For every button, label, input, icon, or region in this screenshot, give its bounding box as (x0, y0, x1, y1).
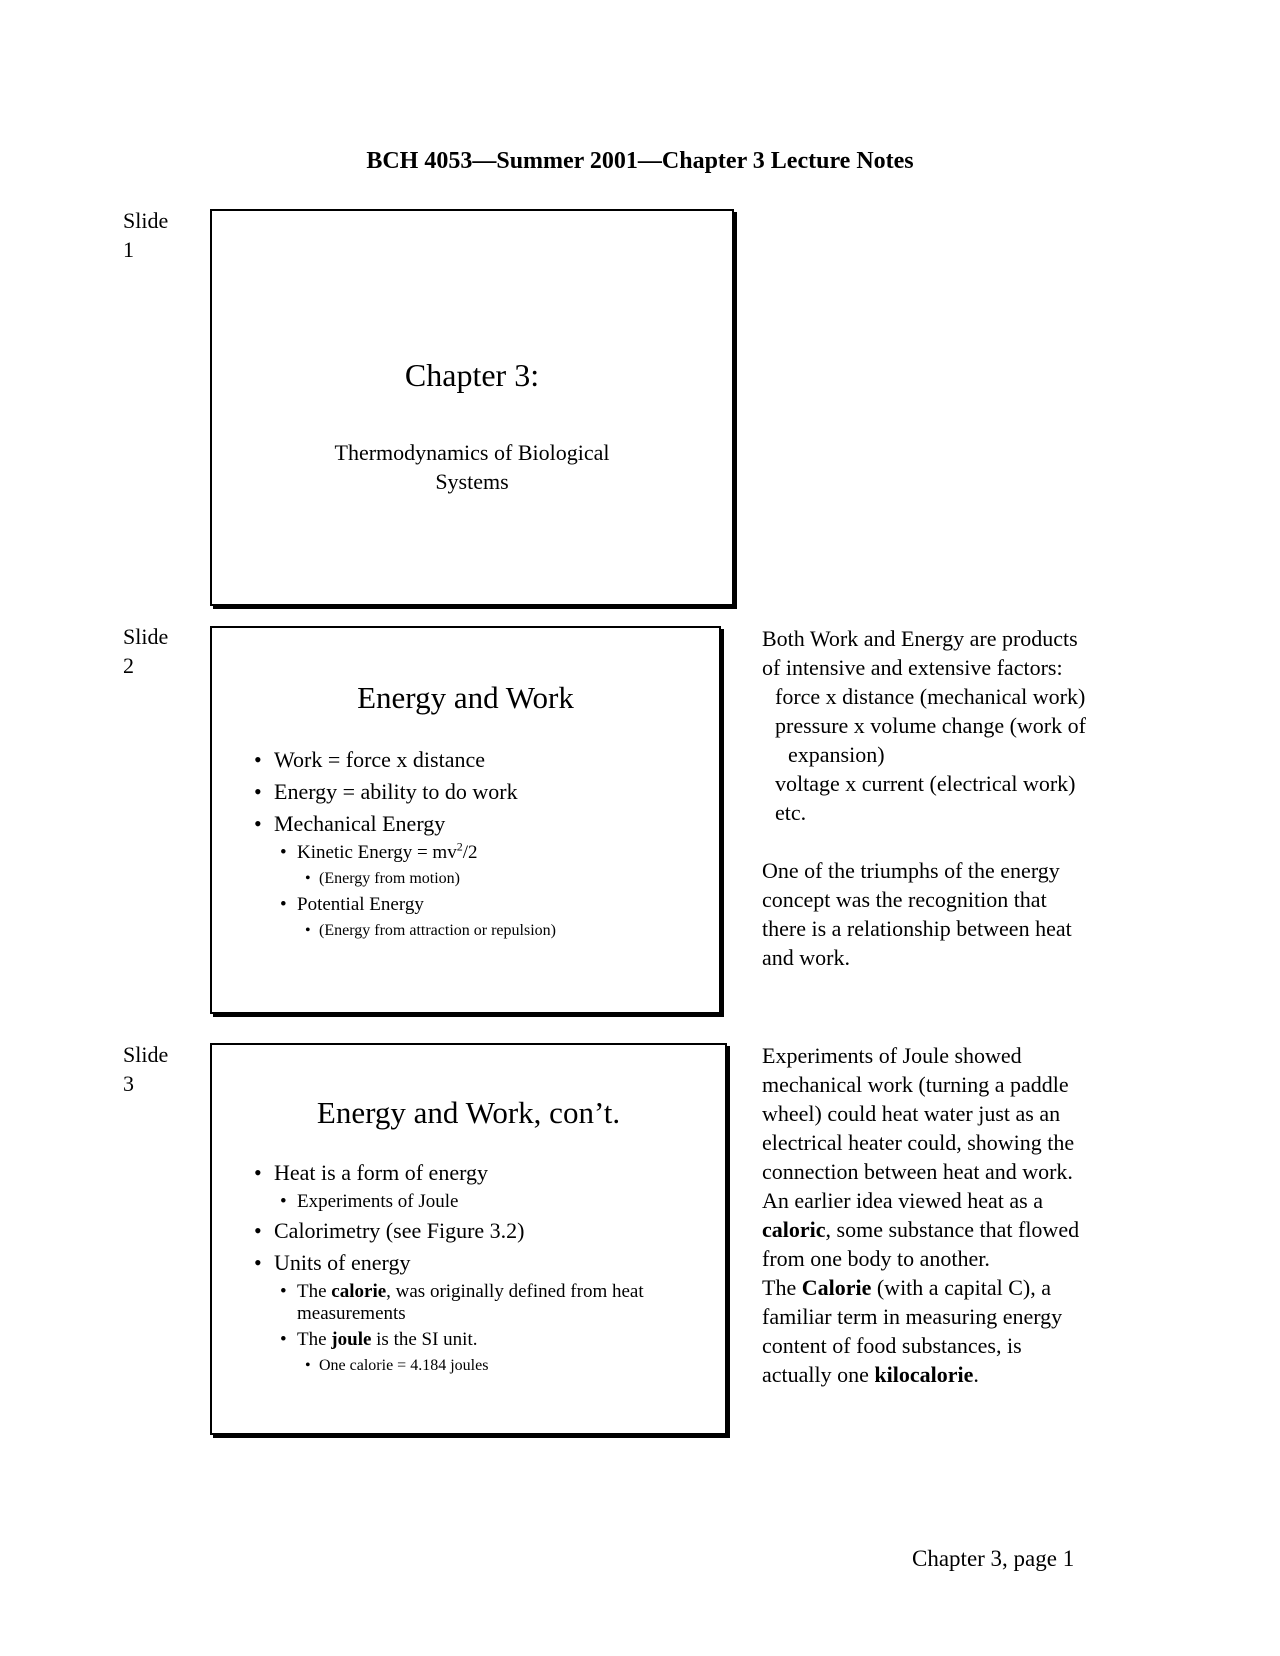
note-line: voltage x current (electrical work) (775, 771, 1076, 796)
note-line: concept was the recognition that (762, 887, 1047, 912)
text: , some substance that flowed (825, 1217, 1080, 1242)
bold-term: calorie (331, 1281, 387, 1302)
sub-bullet: • Potential Energy (212, 892, 719, 918)
text: , was originally defined from heat (386, 1281, 644, 1302)
sub-bullet (212, 1327, 725, 1353)
bullet: • Units of energy (212, 1247, 725, 1279)
bullet: • Mechanical Energy (212, 808, 719, 840)
slide-label-number: 3 (123, 1071, 134, 1096)
slide-1-subtitle (212, 438, 732, 496)
kinetic-energy-text: Kinetic Energy = mv (297, 842, 457, 863)
bold-term: kilocalorie (874, 1362, 974, 1387)
note-line: of intensive and extensive factors: (762, 655, 1063, 680)
slide-1-subtitle-line: Thermodynamics of Biological (334, 440, 610, 465)
slide-2-thumbnail (210, 626, 721, 1014)
sub-sub-bullet: • One calorie = 4.184 joules (212, 1353, 725, 1379)
text: measurements (297, 1303, 406, 1324)
slide-1-title: Chapter 3: (404, 357, 540, 393)
sub-sub-bullet: • (Energy from attraction or repulsion) (212, 918, 719, 944)
note-line: Experiments of Joule showed (762, 1043, 1022, 1068)
note-line: connection between heat and work. (762, 1159, 1073, 1184)
note-line: electrical heater could, showing the (762, 1130, 1075, 1155)
slide-label-number: 2 (123, 653, 134, 678)
note-line: pressure x volume change (work of (775, 713, 1086, 738)
sub-sub-bullet: • (Energy from motion) (212, 866, 719, 892)
bold-term: Calorie (801, 1275, 872, 1300)
text: (with a capital C), a (871, 1275, 1051, 1300)
slide-label-number: 1 (123, 237, 134, 262)
sub-bullet (212, 840, 719, 866)
note-line (762, 1215, 1152, 1244)
bullet: • Work = force x distance (212, 744, 719, 776)
note-line: Both Work and Energy are products (762, 626, 1078, 651)
text: actually one (762, 1362, 875, 1387)
text: The (297, 1329, 332, 1350)
slide-label-1 (123, 206, 183, 264)
text: is the SI unit. (371, 1329, 478, 1350)
note-line: expansion) (788, 742, 885, 767)
document-title: BCH 4053—Summer 2001—Chapter 3 Lecture Notes (366, 148, 914, 174)
slide-label-2 (123, 622, 183, 680)
slide-3-title: Energy and Work, con’t. (316, 1095, 621, 1130)
slide-label-word: Slide (123, 624, 169, 649)
note-line: familiar term in measuring energy (762, 1304, 1063, 1329)
slide-1-subtitle-line: Systems (435, 469, 509, 494)
note-line: and work. (762, 945, 850, 970)
slide-2-bullets (212, 744, 719, 944)
page-footer: Chapter 3, page 1 (912, 1546, 1075, 1571)
note-line: from one body to another. (762, 1246, 990, 1271)
bullet: • Heat is a form of energy (212, 1157, 725, 1189)
note-line: mechanical work (turning a paddle (762, 1072, 1069, 1097)
slide-label-word: Slide (123, 1042, 169, 1067)
bullet: • Calorimetry (see Figure 3.2) (212, 1215, 725, 1247)
bullet: • Energy = ability to do work (212, 776, 719, 808)
bold-term: caloric (762, 1217, 826, 1242)
text: The (297, 1281, 332, 1302)
note-line (762, 1360, 1152, 1389)
bold-term: joule (331, 1329, 372, 1350)
note-line: there is a relationship between heat (762, 916, 1072, 941)
slide-2-title: Energy and Work (357, 680, 574, 715)
note-line (762, 1273, 1152, 1302)
note-line: An earlier idea viewed heat as a (762, 1188, 1043, 1213)
text: . (973, 1362, 979, 1387)
note-line: force x distance (mechanical work) (775, 684, 1086, 709)
kinetic-energy-text-end: /2 (462, 842, 478, 863)
sub-bullet: • Experiments of Joule (212, 1189, 725, 1215)
slide-label-word: Slide (123, 208, 169, 233)
text: The (762, 1275, 802, 1300)
note-line: content of food substances, is (762, 1333, 1022, 1358)
sub-bullet (212, 1279, 725, 1327)
superscript: 2 (456, 839, 463, 854)
slide-1-thumbnail (210, 209, 734, 606)
note-line: One of the triumphs of the energy (762, 858, 1060, 883)
slide-2-notes (762, 624, 1152, 972)
slide-3-bullets (212, 1157, 725, 1379)
slide-label-3 (123, 1040, 183, 1098)
note-line: etc. (775, 800, 807, 825)
slide-3-thumbnail (210, 1043, 727, 1435)
note-line: wheel) could heat water just as an (762, 1101, 1061, 1126)
slide-3-notes (762, 1041, 1152, 1389)
